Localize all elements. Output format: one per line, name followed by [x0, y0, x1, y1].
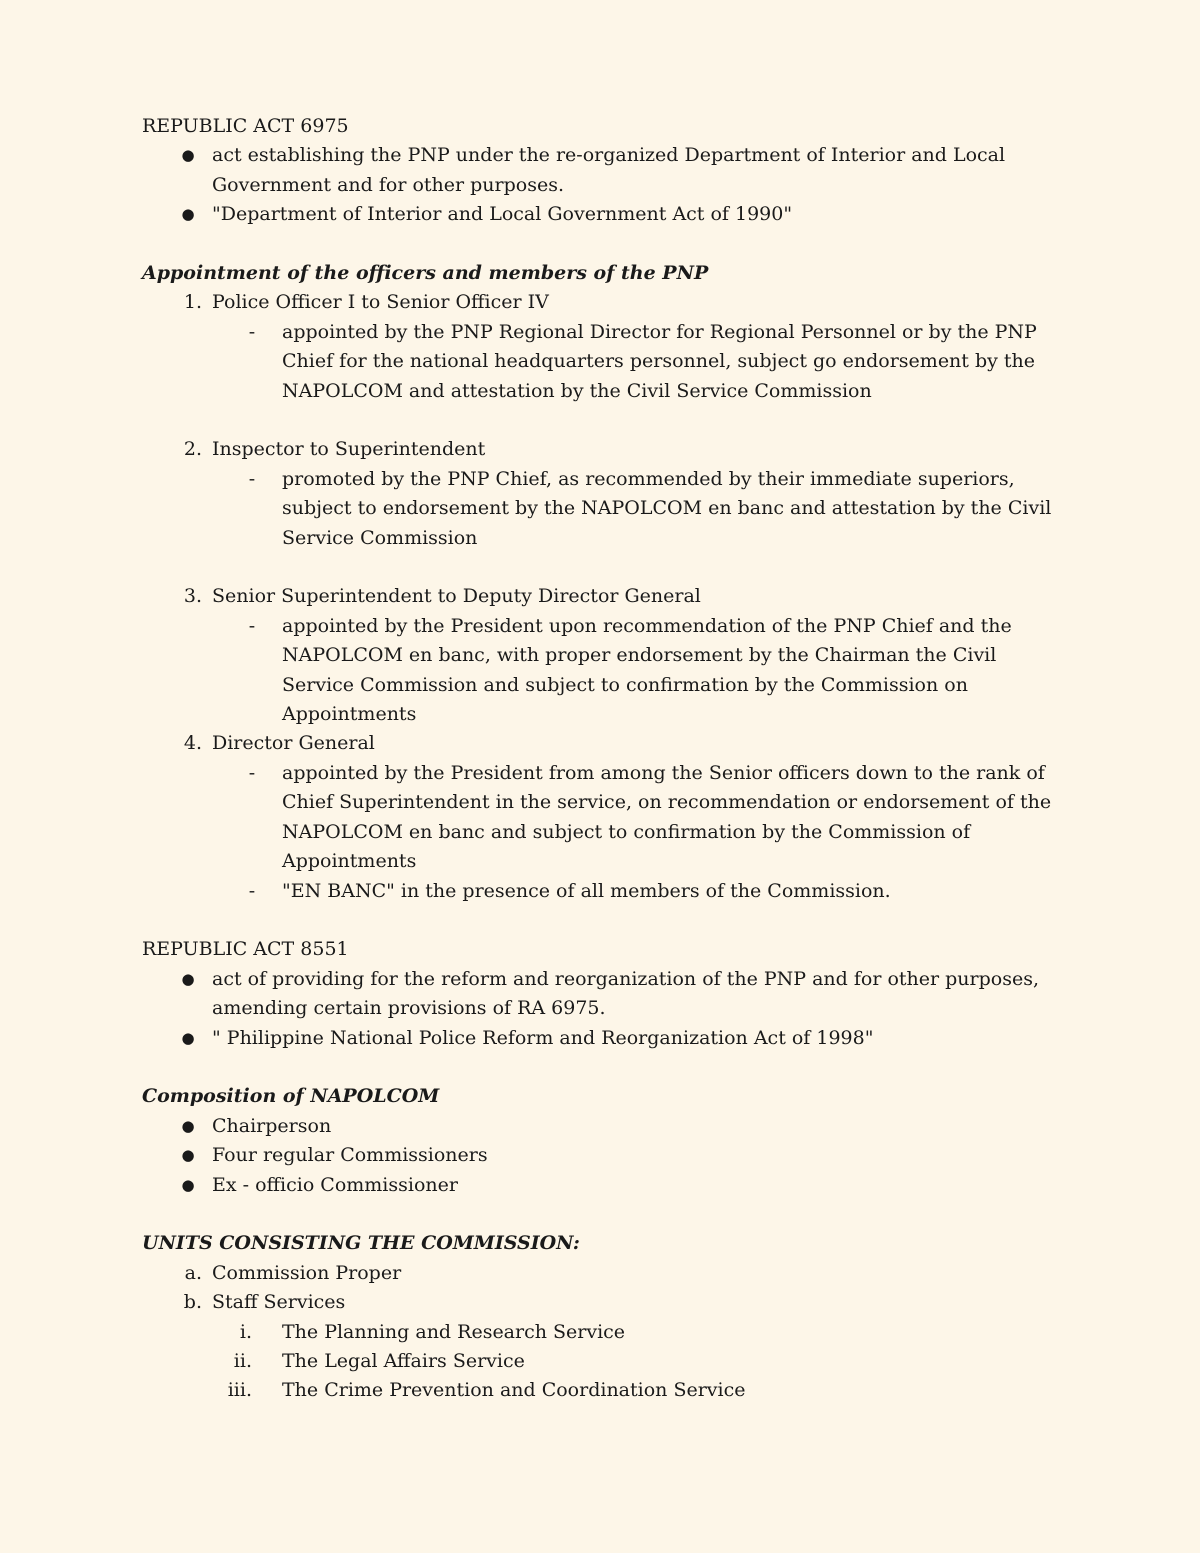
list-roman: iii.: [227, 1379, 252, 1402]
ra8551-bullet: [142, 965, 1062, 1024]
list-roman: i.: [239, 1320, 252, 1343]
appointment-detail-text: promoted by the PNP Chief, as recommended by their immediate superiors, subject to endorsement by the NAPOLCOM en banc and attestation by the Civil Service Commission: [282, 467, 1052, 549]
appointment-item: [142, 582, 1062, 611]
dash-marker: -: [248, 761, 256, 784]
units-item-text: Staff Services: [212, 1291, 346, 1314]
appointment-detail: [142, 877, 1062, 906]
list-number: 1.: [183, 291, 202, 314]
list-number: 3.: [183, 585, 202, 608]
appointment-heading: Appointment of the officers and members of the PNP: [142, 262, 709, 285]
bullet-dot-icon: ●: [181, 1175, 195, 1194]
appointment-item-title: Director General: [212, 732, 375, 755]
ra8551-bullet-text: " Philippine National Police Reform and Reorganization Act of 1998": [212, 1026, 874, 1049]
staff-service-item: [142, 1347, 1062, 1376]
units-item-text: Commission Proper: [212, 1261, 402, 1284]
bullet-dot-icon: ●: [181, 146, 195, 165]
appointment-item: [142, 435, 1062, 464]
composition-item: [142, 1112, 1062, 1141]
list-letter: a.: [184, 1261, 202, 1284]
units-item: [142, 1288, 1062, 1317]
appointment-item: [142, 288, 1062, 317]
ra8551-title: REPUBLIC ACT 8551: [142, 938, 349, 961]
appointment-detail: [142, 318, 1062, 406]
appointment-item-title: Inspector to Superintendent: [212, 438, 486, 461]
list-roman: ii.: [233, 1349, 252, 1372]
appointment-detail: [142, 465, 1062, 553]
appointment-detail: [142, 759, 1062, 877]
document-body: [142, 112, 1062, 1406]
bullet-dot-icon: ●: [181, 1146, 195, 1165]
list-number: 4.: [183, 732, 202, 755]
composition-heading: Composition of NAPOLCOM: [142, 1085, 440, 1108]
composition-item: [142, 1141, 1062, 1170]
composition-item-text: Chairperson: [212, 1114, 332, 1137]
dash-marker: -: [248, 879, 256, 902]
dash-marker: -: [248, 614, 256, 637]
composition-item: [142, 1171, 1062, 1200]
appointment-detail: [142, 612, 1062, 730]
ra8551-bullet: [142, 1024, 1062, 1053]
dash-marker: -: [248, 320, 256, 343]
ra6975-title: REPUBLIC ACT 6975: [142, 115, 349, 137]
ra6975-bullet-text: act establishing the PNP under the re-organized Department of Interior and Local Government and for other purposes.: [212, 144, 1006, 196]
appointment-detail-text: "EN BANC" in the presence of all members of the Commission.: [282, 879, 891, 902]
list-number: 2.: [183, 438, 202, 461]
appointment-item-title: Senior Superintendent to Deputy Director General: [212, 585, 701, 608]
staff-service-text: The Planning and Research Service: [282, 1320, 626, 1343]
ra6975-bullet-text: "Department of Interior and Local Government Act of 1990": [212, 203, 793, 226]
dash-marker: -: [248, 467, 256, 490]
list-letter: b.: [183, 1291, 202, 1314]
appointment-item: [142, 729, 1062, 758]
appointment-item-title: Police Officer I to Senior Officer IV: [212, 291, 549, 314]
composition-item-text: Four regular Commissioners: [212, 1144, 488, 1167]
composition-item-text: Ex - officio Commissioner: [212, 1173, 458, 1196]
staff-service-item: [142, 1318, 1062, 1347]
units-item: [142, 1259, 1062, 1288]
bullet-dot-icon: ●: [181, 969, 195, 988]
ra6975-bullet: [142, 141, 1062, 200]
bullet-dot-icon: ●: [181, 1116, 195, 1135]
appointment-detail-text: appointed by the President upon recommendation of the PNP Chief and the NAPOLCOM en banc, with proper endorsement by the Chairman the Civil Service Commission and subject to confirmation by the Commission on Appointments: [282, 614, 1012, 726]
staff-service-item: [142, 1376, 1062, 1405]
bullet-dot-icon: ●: [181, 205, 195, 224]
units-heading: UNITS CONSISTING THE COMMISSION:: [142, 1232, 580, 1255]
bullet-dot-icon: ●: [181, 1028, 195, 1047]
staff-service-text: The Crime Prevention and Coordination Service: [282, 1379, 746, 1402]
staff-service-text: The Legal Affairs Service: [282, 1349, 525, 1372]
appointment-detail-text: appointed by the PNP Regional Director for Regional Personnel or by the PNP Chief for the national headquarters personnel, subject go endorsement by the NAPOLCOM and attestation by the Civil Service Commission: [282, 320, 1037, 402]
ra6975-bullet: [142, 200, 1062, 229]
ra8551-bullet-text: act of providing for the reform and reorganization of the PNP and for other purposes, amending certain provisions of RA 6975.: [212, 967, 1040, 1020]
appointment-detail-text: appointed by the President from among the Senior officers down to the rank of Chief Superintendent in the service, on recommendation or endorsement of the NAPOLCOM en banc and subject to confirmation by the Commission of Appointments: [282, 761, 1052, 873]
